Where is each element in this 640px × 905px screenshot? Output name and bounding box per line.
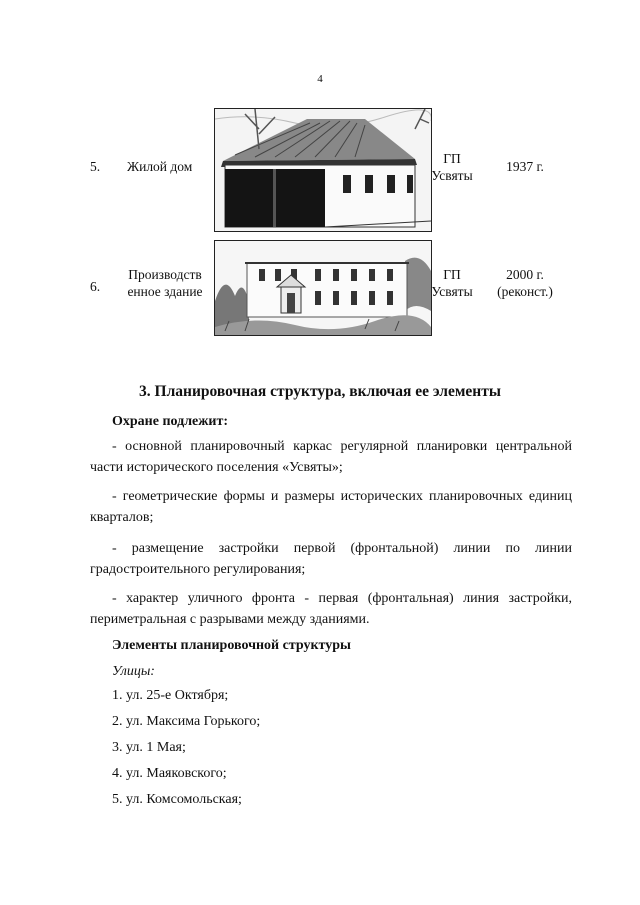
row-6-location-line-1: ГП	[443, 267, 461, 282]
protect-item-1	[112, 436, 572, 458]
protect-item-2-line-1: - геометрические формы и размеры исторических планировочных единиц	[112, 489, 572, 504]
streets-label: Улицы:	[112, 664, 155, 679]
row-5-number: 5.	[90, 159, 101, 174]
protect-item-3-line-1: - размещение застройки первой (фронтальной) линии по линии	[112, 541, 572, 556]
row-5-location-line-2: Усвяты	[431, 168, 473, 183]
row-6-name-line-2: енное здание	[127, 284, 203, 299]
row-6-name-line-1: Производств	[128, 267, 202, 282]
protect-item-4-line-2: периметральная с разрывами между зданиями.	[90, 612, 370, 627]
protect-heading: Охране подлежит:	[112, 414, 229, 429]
protect-item-2-line-2: кварталов;	[90, 510, 154, 525]
street-item-2: 2. ул. Максима Горького;	[112, 714, 261, 729]
row-5-location-line-1: ГП	[443, 151, 461, 166]
house-photo	[214, 108, 432, 232]
row-6-number: 6.	[90, 279, 101, 294]
street-item-5: 5. ул. Комсомольская;	[112, 792, 242, 807]
row-6-location	[430, 266, 474, 300]
elements-heading: Элементы планировочной структуры	[112, 638, 351, 653]
protect-item-2	[112, 486, 572, 508]
row-6-name	[120, 266, 210, 300]
protect-item-4-line-1: - характер уличного фронта - первая (фронтальная) линия застройки,	[112, 591, 572, 606]
protect-item-1-line-1: - основной планировочный каркас регулярной планировки центральной	[112, 439, 572, 454]
protect-item-3	[112, 538, 572, 560]
row-6-date-line-1: 2000 г.	[506, 267, 544, 282]
section-title: 3. Планировочная структура, включая ее элементы	[139, 383, 501, 400]
row-6-location-line-2: Усвяты	[431, 284, 473, 299]
row-5-date: 1937 г.	[506, 159, 544, 174]
row-6-date-line-2: (реконст.)	[497, 284, 553, 299]
street-item-3: 3. ул. 1 Мая;	[112, 740, 186, 755]
protect-item-3-line-2: градостроительного регулирования;	[90, 562, 306, 577]
building-photo	[214, 240, 432, 336]
street-item-4: 4. ул. Маяковского;	[112, 766, 227, 781]
row-6-date	[486, 266, 564, 300]
row-5-name: Жилой дом	[127, 159, 193, 174]
protect-item-4	[112, 588, 572, 610]
protect-item-1-line-2: части исторического поселения «Усвяты»;	[90, 460, 343, 475]
row-5-location	[430, 150, 474, 184]
street-item-1: 1. ул. 25-е Октября;	[112, 688, 229, 703]
page-number: 4	[317, 73, 323, 85]
